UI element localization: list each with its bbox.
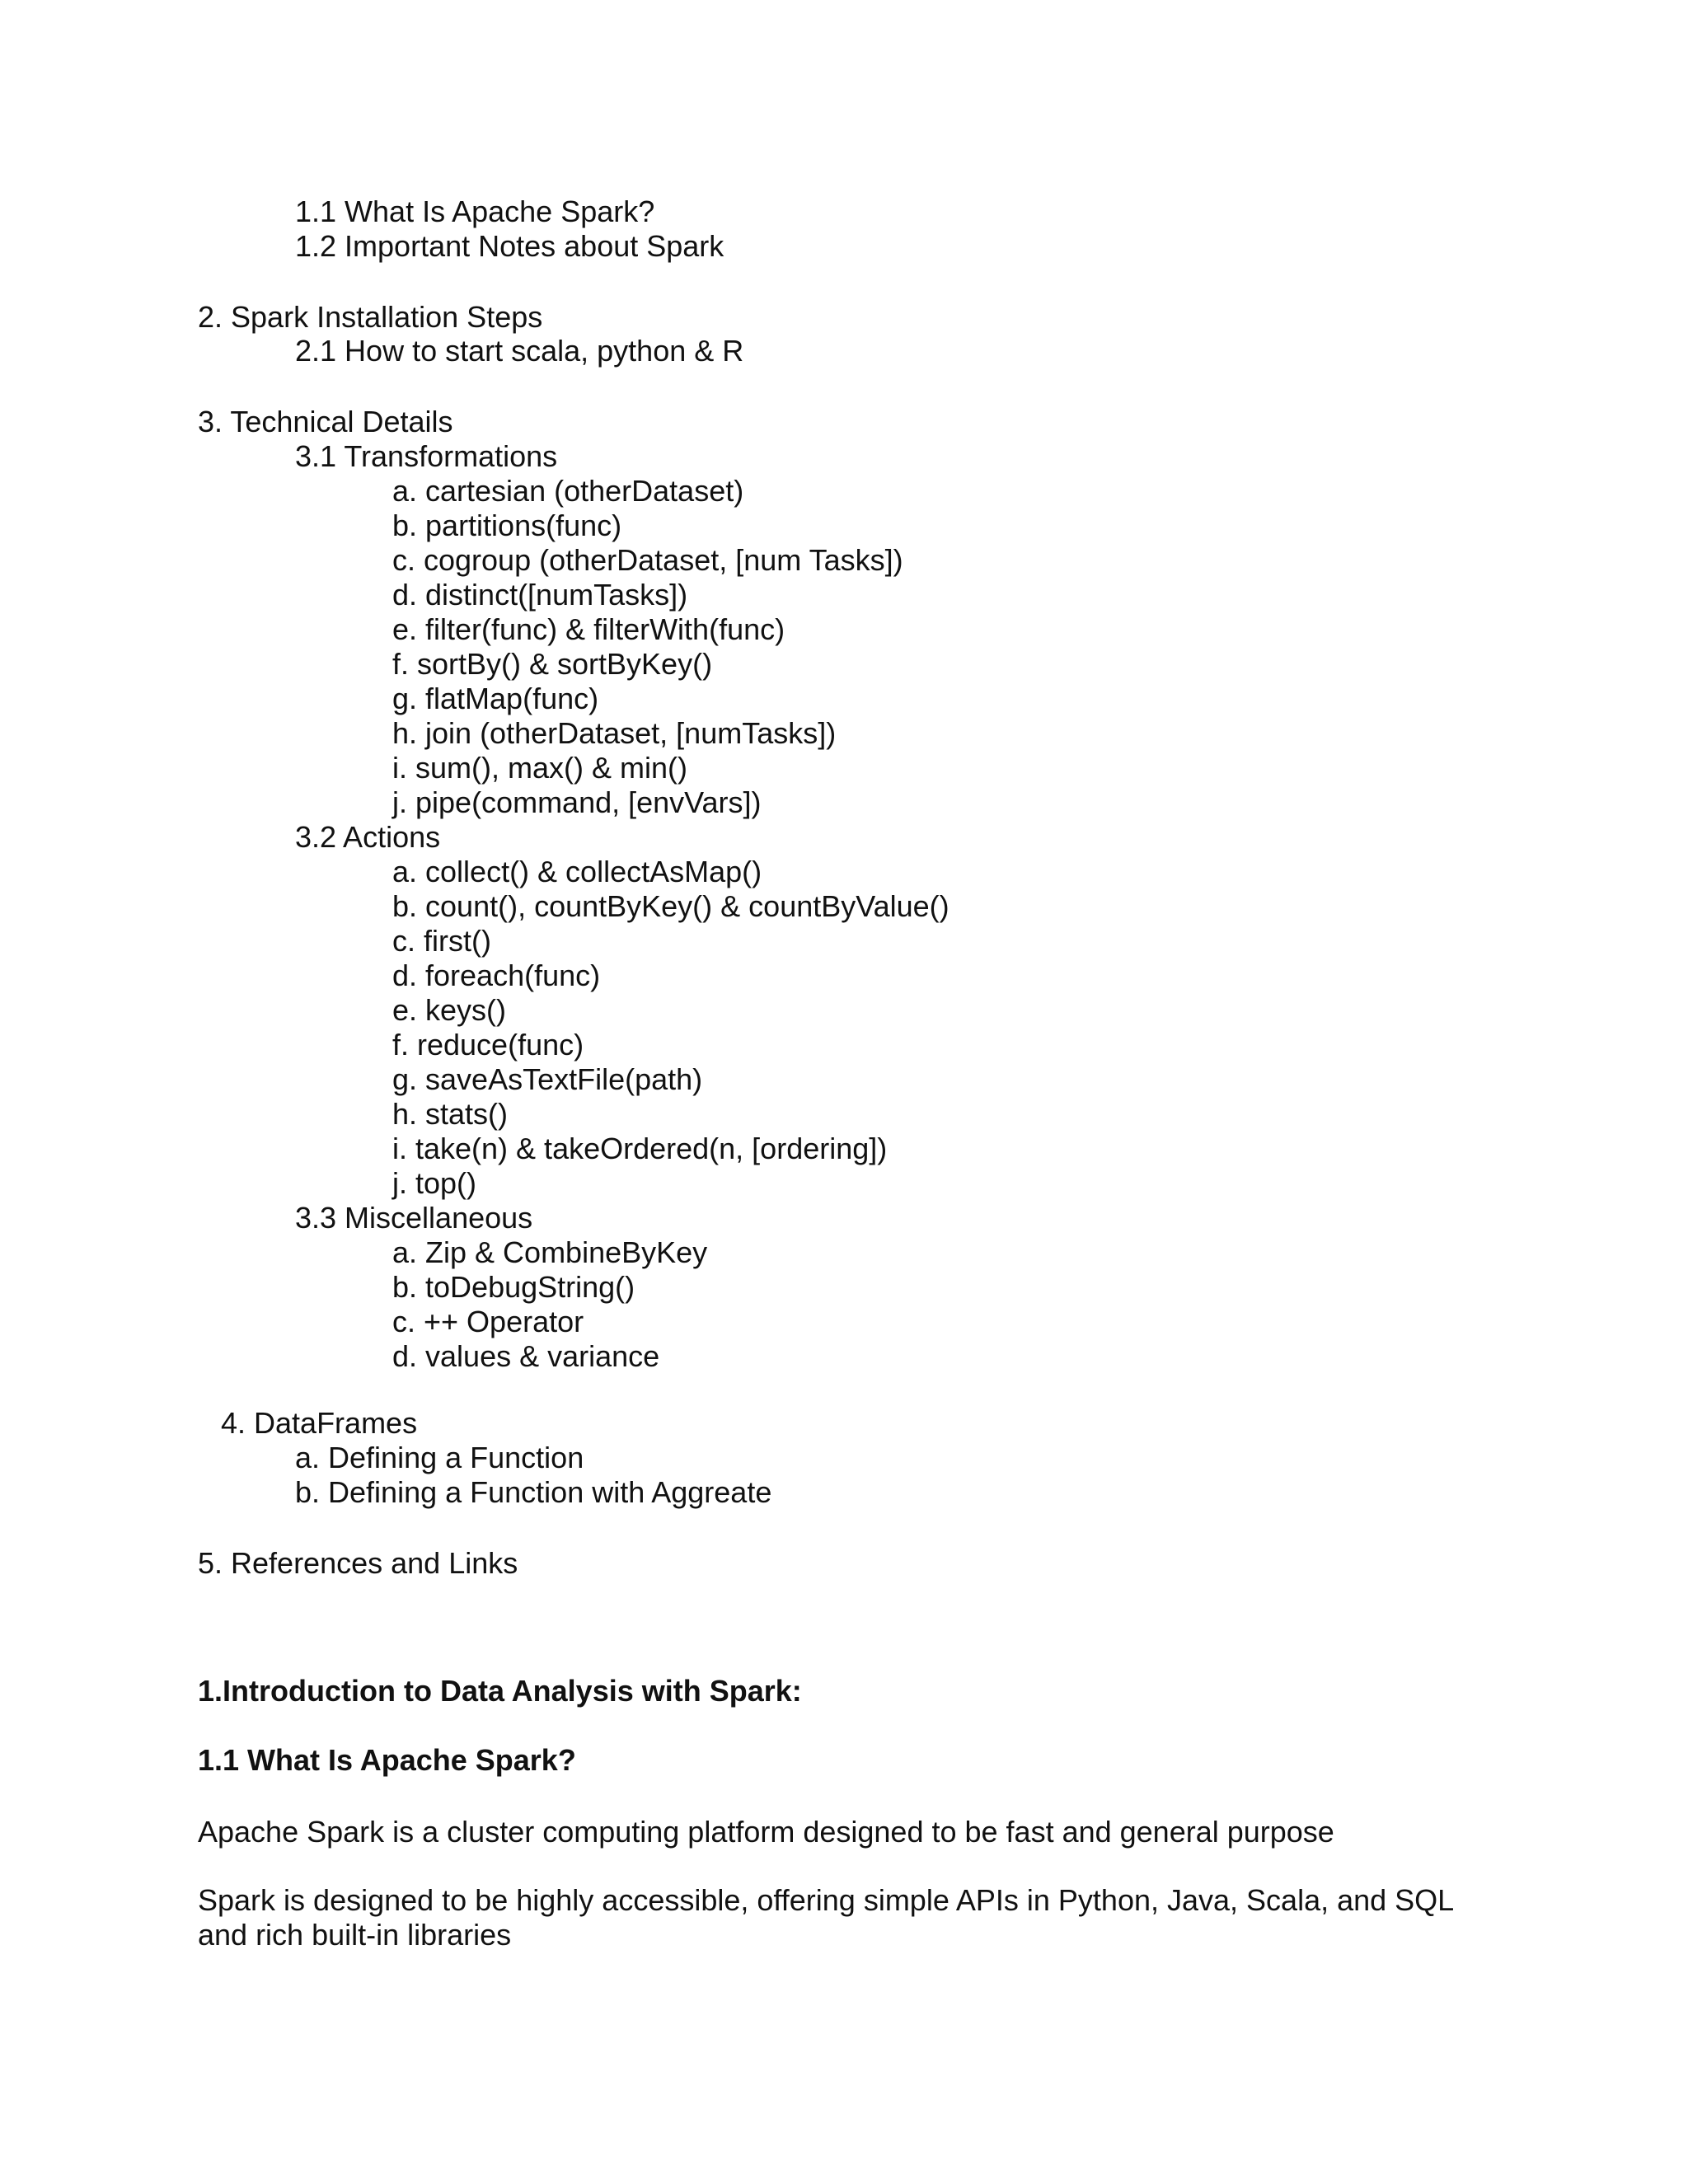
toc-transformation-f: f. sortBy() & sortByKey() — [392, 647, 713, 681]
toc-entry-4: 4. DataFrames — [221, 1406, 418, 1440]
toc-transformation-e: e. filter(func) & filterWith(func) — [392, 612, 785, 646]
toc-action-g: g. saveAsTextFile(path) — [392, 1062, 703, 1096]
toc-misc-c: c. ++ Operator — [392, 1305, 584, 1338]
paragraph-definition: Apache Spark is a cluster computing platform designed to be fast and general purpose — [198, 1815, 1334, 1849]
toc-transformation-i: i. sum(), max() & min() — [392, 751, 687, 785]
paragraph-accessibility-line-1: Spark is designed to be highly accessible, offering simple APIs in Python, Java, Scala, and SQL — [198, 1883, 1455, 1917]
toc-entry-2: 2. Spark Installation Steps — [198, 300, 543, 334]
toc-entry-3-2: 3.2 Actions — [295, 820, 441, 854]
paragraph-accessibility-line-2: and rich built-in libraries — [198, 1918, 512, 1952]
section-heading-intro: 1.Introduction to Data Analysis with Spark: — [198, 1674, 802, 1708]
toc-transformation-d: d. distinct([numTasks]) — [392, 578, 688, 612]
toc-action-f: f. reduce(func) — [392, 1028, 584, 1062]
toc-transformation-b: b. partitions(func) — [392, 509, 622, 542]
toc-transformation-g: g. flatMap(func) — [392, 682, 599, 715]
toc-entry-5: 5. References and Links — [198, 1546, 518, 1580]
toc-misc-b: b. toDebugString() — [392, 1270, 635, 1304]
toc-action-a: a. collect() & collectAsMap() — [392, 855, 762, 888]
toc-entry-3-1: 3.1 Transformations — [295, 439, 558, 473]
toc-entry-3-3: 3.3 Miscellaneous — [295, 1201, 533, 1235]
toc-dataframes-a: a. Defining a Function — [295, 1441, 584, 1474]
toc-action-j: j. top() — [392, 1166, 477, 1200]
toc-dataframes-b: b. Defining a Function with Aggreate — [295, 1475, 772, 1509]
toc-entry-1-1: 1.1 What Is Apache Spark? — [295, 194, 655, 228]
toc-transformation-h: h. join (otherDataset, [numTasks]) — [392, 716, 837, 750]
toc-transformation-c: c. cogroup (otherDataset, [num Tasks]) — [392, 543, 903, 577]
toc-action-b: b. count(), countByKey() & countByValue() — [392, 889, 950, 923]
toc-action-i: i. take(n) & takeOrdered(n, [ordering]) — [392, 1132, 888, 1165]
toc-action-h: h. stats() — [392, 1097, 509, 1131]
toc-entry-3: 3. Technical Details — [198, 405, 453, 438]
toc-entry-2-1: 2.1 How to start scala, python & R — [295, 334, 744, 368]
toc-action-c: c. first() — [392, 924, 491, 958]
toc-action-d: d. foreach(func) — [392, 958, 601, 992]
toc-misc-d: d. values & variance — [392, 1339, 660, 1373]
section-heading-what-is-spark: 1.1 What Is Apache Spark? — [198, 1743, 576, 1777]
toc-entry-1-2: 1.2 Important Notes about Spark — [295, 229, 724, 263]
toc-transformation-j: j. pipe(command, [envVars]) — [392, 785, 762, 819]
toc-transformation-a: a. cartesian (otherDataset) — [392, 474, 744, 508]
toc-misc-a: a. Zip & CombineByKey — [392, 1235, 708, 1269]
toc-action-e: e. keys() — [392, 993, 507, 1027]
